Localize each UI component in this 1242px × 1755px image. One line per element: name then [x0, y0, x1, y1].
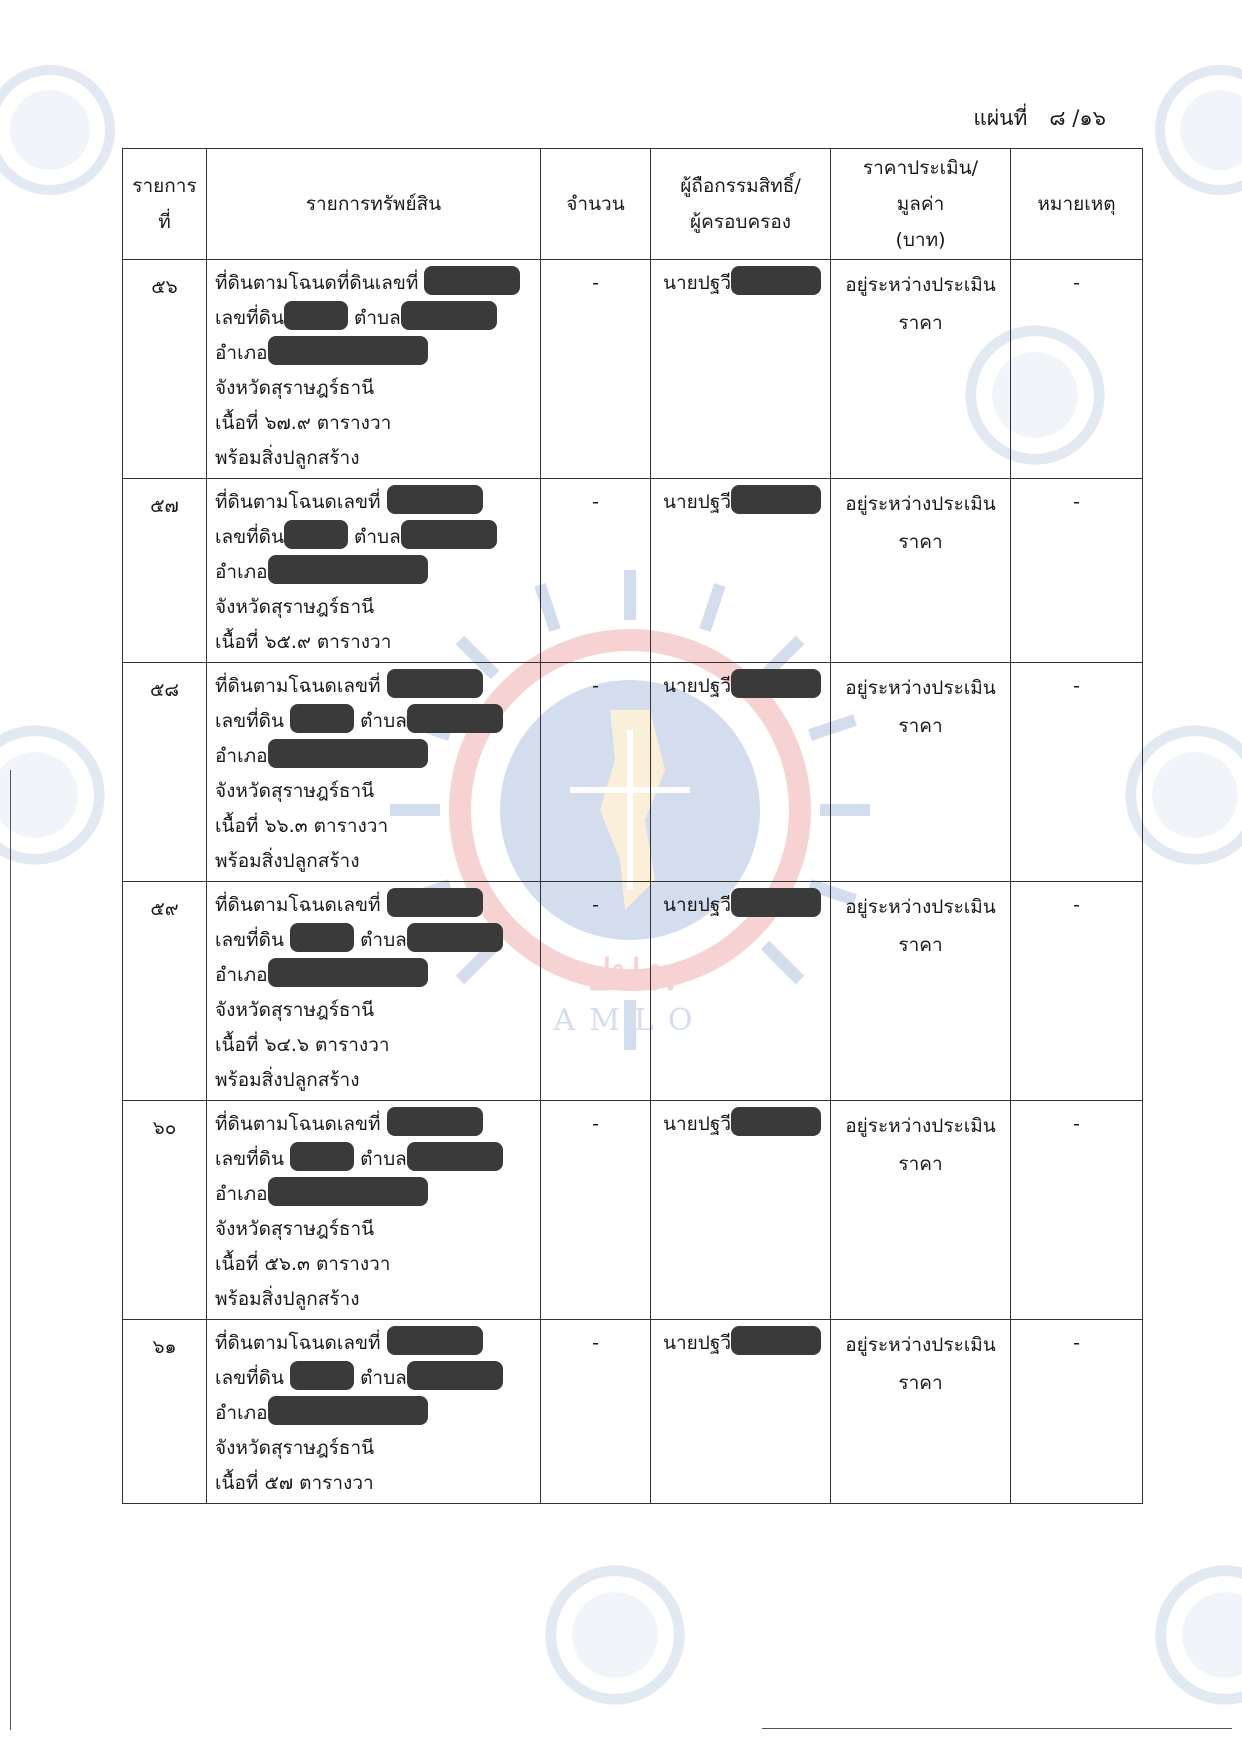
owner-name: นายปฐวี — [663, 675, 732, 697]
watermark-small-emblem — [540, 1560, 690, 1710]
deed-label: ที่ดินตามโฉนดเลขที่ — [215, 1113, 381, 1135]
watermark-small-emblem — [0, 720, 110, 870]
land-no-label: เลขที่ดิน — [215, 929, 284, 951]
province-line: จังหวัดสุราษฎร์ธานี — [215, 1218, 375, 1240]
asset-description — [207, 1320, 541, 1504]
header-price-line1: ราคาประเมิน/ — [862, 157, 979, 179]
quantity-cell: - — [541, 1320, 651, 1504]
owner-cell — [651, 479, 831, 663]
deed-label: ที่ดินตามโฉนดเลขที่ — [215, 675, 381, 697]
remark-cell: - — [1011, 260, 1143, 479]
remark-cell: - — [1011, 1101, 1143, 1320]
district-line — [215, 1396, 534, 1431]
price-line1: อยู่ระหว่างประเมิน — [845, 677, 996, 699]
asset-table — [122, 148, 1143, 1504]
header-asset: รายการทรัพย์สิน — [207, 149, 541, 260]
redacted-block — [268, 1177, 428, 1206]
deed-label: ที่ดินตามโฉนดที่ดินเลขที่ — [215, 272, 419, 294]
owner-cell — [651, 882, 831, 1101]
redacted-block — [401, 301, 497, 330]
deed-line — [215, 669, 534, 704]
land-no-label: เลขที่ดิน — [215, 710, 284, 732]
header-price-line3: (บาท) — [895, 229, 946, 251]
price-line2: ราคา — [898, 312, 943, 334]
building-line: พร้อมสิ่งปลูกสร้าง — [215, 850, 360, 872]
owner-name: นายปฐวี — [663, 491, 732, 513]
remark-cell: - — [1011, 882, 1143, 1101]
table-row — [123, 260, 1143, 479]
land-line — [215, 704, 534, 739]
area-line: เนื้อที่ ๖๗.๙ ตารางวา — [215, 412, 392, 434]
redacted-block — [290, 704, 354, 733]
redacted-block — [407, 1142, 503, 1171]
price-line1: อยู่ระหว่างประเมิน — [845, 493, 996, 515]
building-line: พร้อมสิ่งปลูกสร้าง — [215, 1069, 360, 1091]
building-line: พร้อมสิ่งปลูกสร้าง — [215, 447, 360, 469]
price-line1: อยู่ระหว่างประเมิน — [845, 1115, 996, 1137]
deed-line — [215, 888, 534, 923]
remark-cell: - — [1011, 663, 1143, 882]
redacted-block — [387, 888, 483, 917]
price-cell — [831, 663, 1011, 882]
land-no-label: เลขที่ดิน — [215, 526, 284, 548]
district-label: อำเภอ — [215, 745, 268, 767]
redacted-block — [731, 485, 821, 514]
price-cell — [831, 1320, 1011, 1504]
price-cell — [831, 882, 1011, 1101]
table-row — [123, 479, 1143, 663]
deed-line — [215, 1326, 534, 1361]
owner-cell — [651, 1101, 831, 1320]
redacted-block — [268, 739, 428, 768]
deed-line — [215, 485, 534, 520]
subdistrict-label: ตำบล — [360, 1148, 407, 1170]
subdistrict-label: ตำบล — [354, 307, 401, 329]
asset-description — [207, 479, 541, 663]
price-line2: ราคา — [898, 531, 943, 553]
redacted-block — [284, 301, 348, 330]
land-line — [215, 923, 534, 958]
quantity-cell: - — [541, 1101, 651, 1320]
owner-cell — [651, 663, 831, 882]
header-owner-line1: ผู้ถือกรรมสิทธิ์/ — [680, 175, 801, 197]
subdistrict-label: ตำบล — [360, 929, 407, 951]
watermark-small-emblem — [1150, 60, 1242, 200]
quantity-cell: - — [541, 663, 651, 882]
redacted-block — [387, 669, 483, 698]
table-row — [123, 1101, 1143, 1320]
area-line: เนื้อที่ ๖๖.๓ ตารางวา — [215, 815, 389, 837]
owner-name: นายปฐวี — [663, 894, 732, 916]
price-line2: ราคา — [898, 934, 943, 956]
asset-description — [207, 260, 541, 479]
area-line: เนื้อที่ ๖๔.๖ ตารางวา — [215, 1034, 390, 1056]
price-line1: อยู่ระหว่างประเมิน — [845, 274, 996, 296]
district-label: อำเภอ — [215, 561, 268, 583]
quantity-cell: - — [541, 260, 651, 479]
province-line: จังหวัดสุราษฎร์ธานี — [215, 596, 375, 618]
deed-label: ที่ดินตามโฉนดเลขที่ — [215, 491, 381, 513]
owner-cell — [651, 1320, 831, 1504]
subdistrict-label: ตำบล — [360, 1367, 407, 1389]
quantity-cell: - — [541, 882, 651, 1101]
table-row — [123, 663, 1143, 882]
item-number: ๖๑ — [123, 1320, 207, 1504]
owner-name: นายปฐวี — [663, 272, 732, 294]
owner-name: นายปฐวี — [663, 1113, 732, 1135]
watermark-small-emblem — [0, 60, 120, 200]
sheet-number-label: แผ่นที่ — [973, 106, 1028, 130]
price-cell — [831, 1101, 1011, 1320]
header-quantity: จำนวน — [541, 149, 651, 260]
area-line: เนื้อที่ ๖๕.๙ ตารางวา — [215, 631, 392, 653]
area-line: เนื้อที่ ๕๗ ตารางวา — [215, 1472, 374, 1494]
watermark-small-emblem — [1150, 1560, 1242, 1710]
district-label: อำเภอ — [215, 1402, 268, 1424]
redacted-block — [731, 1326, 821, 1355]
header-owner — [651, 149, 831, 260]
asset-description — [207, 1101, 541, 1320]
province-line: จังหวัดสุราษฎร์ธานี — [215, 780, 375, 802]
table-row — [123, 882, 1143, 1101]
table-row — [123, 1320, 1143, 1504]
land-line — [215, 301, 534, 336]
price-line2: ราคา — [898, 1153, 943, 1175]
redacted-block — [290, 1142, 354, 1171]
redacted-block — [407, 1361, 503, 1390]
watermark-abbr-en: AMLO — [553, 1003, 707, 1038]
redacted-block — [268, 555, 428, 584]
land-line — [215, 1142, 534, 1177]
redacted-block — [731, 1107, 821, 1136]
redacted-block — [268, 1396, 428, 1425]
asset-description — [207, 882, 541, 1101]
watermark-abbr-th: ปปง. — [582, 947, 678, 1001]
redacted-block — [407, 704, 503, 733]
price-line2: ราคา — [898, 715, 943, 737]
owner-name: นายปฐวี — [663, 1332, 732, 1354]
header-remark: หมายเหตุ — [1011, 149, 1143, 260]
redacted-block — [268, 958, 428, 987]
remark-cell: - — [1011, 479, 1143, 663]
district-label: อำเภอ — [215, 964, 268, 986]
item-number: ๕๘ — [123, 663, 207, 882]
redacted-block — [387, 1326, 483, 1355]
district-line — [215, 336, 534, 371]
price-line2: ราคา — [898, 1372, 943, 1394]
header-price-line2: มูลค่า — [896, 193, 945, 215]
redacted-block — [290, 1361, 354, 1390]
deed-line — [215, 266, 534, 301]
header-owner-line2: ผู้ครอบครอง — [689, 211, 792, 233]
building-line: พร้อมสิ่งปลูกสร้าง — [215, 1288, 360, 1310]
redacted-block — [731, 669, 821, 698]
redacted-block — [290, 923, 354, 952]
district-line — [215, 1177, 534, 1212]
redacted-block — [407, 923, 503, 952]
district-line — [215, 958, 534, 993]
district-label: อำเภอ — [215, 342, 268, 364]
province-line: จังหวัดสุราษฎร์ธานี — [215, 999, 375, 1021]
asset-description — [207, 663, 541, 882]
margin-rule-left — [10, 770, 11, 1730]
item-number: ๕๖ — [123, 260, 207, 479]
redacted-block — [401, 520, 497, 549]
table-header-row — [123, 149, 1143, 260]
item-number: ๕๗ — [123, 479, 207, 663]
land-line — [215, 520, 534, 555]
deed-line — [215, 1107, 534, 1142]
sheet-number — [973, 102, 1106, 135]
header-price — [831, 149, 1011, 260]
price-cell — [831, 260, 1011, 479]
land-no-label: เลขที่ดิน — [215, 1148, 284, 1170]
redacted-block — [387, 1107, 483, 1136]
sheet-number-value: ๘ /๑๖ — [1049, 106, 1106, 130]
land-no-label: เลขที่ดิน — [215, 307, 284, 329]
header-item-no: รายการที่ — [123, 149, 207, 260]
price-line1: อยู่ระหว่างประเมิน — [845, 896, 996, 918]
redacted-block — [268, 336, 428, 365]
district-label: อำเภอ — [215, 1183, 268, 1205]
redacted-block — [731, 888, 821, 917]
quantity-cell: - — [541, 479, 651, 663]
land-line — [215, 1361, 534, 1396]
redacted-block — [731, 266, 821, 295]
subdistrict-label: ตำบล — [360, 710, 407, 732]
margin-rule-bottom — [762, 1728, 1232, 1729]
owner-cell — [651, 260, 831, 479]
deed-label: ที่ดินตามโฉนดเลขที่ — [215, 894, 381, 916]
province-line: จังหวัดสุราษฎร์ธานี — [215, 1437, 375, 1459]
area-line: เนื้อที่ ๕๖.๓ ตารางวา — [215, 1253, 391, 1275]
remark-cell: - — [1011, 1320, 1143, 1504]
province-line: จังหวัดสุราษฎร์ธานี — [215, 377, 375, 399]
price-cell — [831, 479, 1011, 663]
subdistrict-label: ตำบล — [354, 526, 401, 548]
price-line1: อยู่ระหว่างประเมิน — [845, 1334, 996, 1356]
district-line — [215, 555, 534, 590]
redacted-block — [424, 266, 520, 295]
deed-label: ที่ดินตามโฉนดเลขที่ — [215, 1332, 381, 1354]
item-number: ๖๐ — [123, 1101, 207, 1320]
redacted-block — [284, 520, 348, 549]
item-number: ๕๙ — [123, 882, 207, 1101]
land-no-label: เลขที่ดิน — [215, 1367, 284, 1389]
redacted-block — [387, 485, 483, 514]
district-line — [215, 739, 534, 774]
